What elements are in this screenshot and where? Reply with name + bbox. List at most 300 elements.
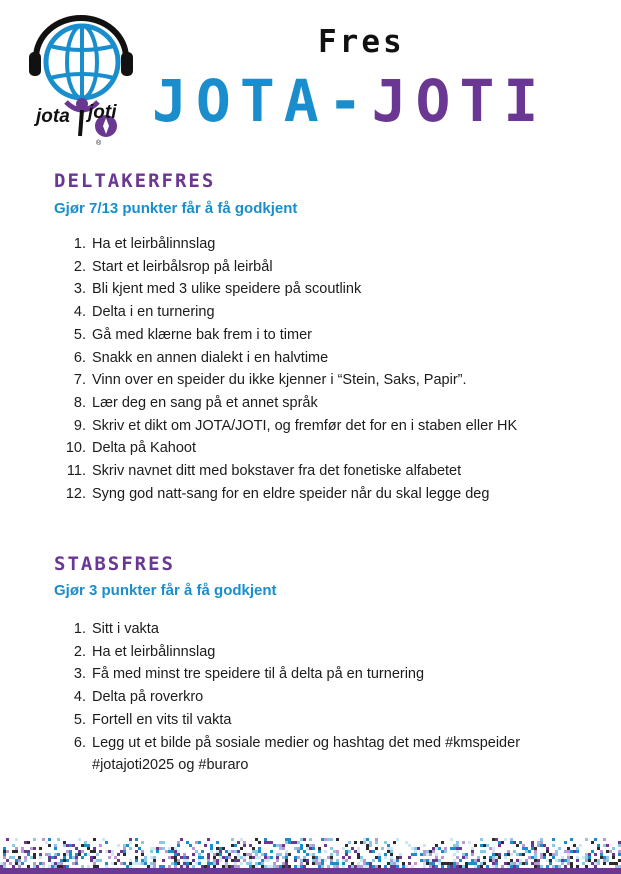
- footer-pixel: [162, 865, 165, 868]
- footer-pixel: [357, 865, 360, 868]
- footer-pixel: [237, 856, 240, 859]
- footer-pixel: [87, 853, 90, 856]
- footer-pixel: [12, 850, 15, 853]
- footer-pixel: [93, 838, 96, 841]
- footer-pixel: [399, 853, 402, 856]
- footer-pixel: [303, 850, 306, 853]
- footer-pixel: [492, 859, 495, 862]
- footer-pixel: [441, 865, 444, 868]
- footer-pixel: [264, 838, 267, 841]
- footer-pixel: [546, 865, 549, 868]
- footer-pixel: [603, 838, 606, 841]
- footer-pixel: [282, 862, 285, 865]
- footer-pixel: [129, 838, 132, 841]
- footer-pixel: [192, 859, 195, 862]
- footer-pixel: [30, 856, 33, 859]
- footer-pixel: [327, 865, 330, 868]
- footer-pixel: [414, 847, 417, 850]
- footer-pixel: [243, 841, 246, 844]
- footer-pixel: [180, 856, 183, 859]
- footer-pixel: [258, 847, 261, 850]
- footer-pixel: [432, 859, 435, 862]
- footer-pixel: [63, 859, 66, 862]
- footer-pixel: [177, 844, 180, 847]
- footer-pixel: [237, 859, 240, 862]
- footer-pixel: [453, 862, 456, 865]
- footer-pixel: [396, 859, 399, 862]
- footer-pixel: [402, 862, 405, 865]
- footer-pixel: [126, 865, 129, 868]
- footer-pixel: [393, 841, 396, 844]
- footer-pixel: [390, 865, 393, 868]
- footer-pixel: [357, 850, 360, 853]
- footer-pixel: [141, 862, 144, 865]
- footer-pixel: [204, 844, 207, 847]
- footer-pixel: [198, 859, 201, 862]
- footer-pixel: [84, 844, 87, 847]
- footer-pixel: [117, 844, 120, 847]
- footer-pixel: [63, 853, 66, 856]
- footer-pixel: [177, 859, 180, 862]
- footer-pixel: [480, 844, 483, 847]
- footer-pixel: [300, 847, 303, 850]
- footer-pixel: [555, 859, 558, 862]
- footer-pixel: [213, 865, 216, 868]
- footer-pixel: [144, 856, 147, 859]
- footer-pixel: [318, 865, 321, 868]
- footer-pixel: [201, 865, 204, 868]
- footer-pixel: [3, 856, 6, 859]
- footer-pixel: [588, 856, 591, 859]
- footer-pixel: [591, 850, 594, 853]
- footer-pixel: [384, 841, 387, 844]
- footer-pixel: [87, 844, 90, 847]
- footer-pixel: [288, 865, 291, 868]
- footer-pixel: [105, 865, 108, 868]
- footer-pixel: [234, 862, 237, 865]
- footer-pixel: [522, 847, 525, 850]
- footer-pixel: [354, 865, 357, 868]
- footer-pixel: [387, 862, 390, 865]
- footer-pixel: [216, 862, 219, 865]
- footer-pixel: [546, 850, 549, 853]
- footer-pixel: [150, 856, 153, 859]
- footer-pixel: [267, 841, 270, 844]
- footer-pixel: [54, 847, 57, 850]
- footer-pixel: [99, 859, 102, 862]
- footer-pixel: [489, 856, 492, 859]
- footer-pixel: [180, 865, 183, 868]
- footer-pixel: [357, 847, 360, 850]
- footer-pixel: [519, 853, 522, 856]
- footer-pixel: [15, 862, 18, 865]
- footer-pixel: [612, 853, 615, 856]
- footer-pixel: [336, 853, 339, 856]
- footer-pixel: [120, 850, 123, 853]
- footer-pixel: [225, 850, 228, 853]
- footer-pixel: [534, 865, 537, 868]
- footer-pixel: [63, 841, 66, 844]
- footer-pixel: [558, 865, 561, 868]
- footer-pixel: [423, 865, 426, 868]
- footer-pixel: [459, 847, 462, 850]
- footer-pixel: [348, 856, 351, 859]
- footer-pixel: [66, 865, 69, 868]
- footer-pixel: [540, 841, 543, 844]
- footer-pixel: [237, 841, 240, 844]
- footer-pixel: [153, 862, 156, 865]
- footer-pixel: [45, 841, 48, 844]
- footer-pixel: [564, 841, 567, 844]
- footer-pixel: [39, 862, 42, 865]
- footer-pixel: [306, 847, 309, 850]
- footer-pixel: [243, 859, 246, 862]
- footer-pixel: [519, 859, 522, 862]
- footer-pixel: [54, 853, 57, 856]
- footer-pixel: [504, 838, 507, 841]
- footer-pixel: [318, 862, 321, 865]
- footer-pixel: [198, 841, 201, 844]
- footer-pixel: [135, 850, 138, 853]
- footer-pixel: [540, 853, 543, 856]
- footer-pixel: [492, 838, 495, 841]
- footer-pixel: [459, 865, 462, 868]
- footer-pixel: [288, 838, 291, 841]
- footer-pixel: [435, 865, 438, 868]
- footer-pixel: [63, 844, 66, 847]
- footer-pixel: [270, 841, 273, 844]
- footer-pixel: [378, 856, 381, 859]
- footer-pixel: [159, 847, 162, 850]
- footer-pixel: [378, 859, 381, 862]
- footer-pixel: [570, 838, 573, 841]
- footer-pixel: [360, 859, 363, 862]
- footer-pixel: [537, 841, 540, 844]
- footer-pixel: [186, 862, 189, 865]
- footer-pixel: [591, 862, 594, 865]
- footer-pixel: [576, 850, 579, 853]
- footer-pixel: [405, 841, 408, 844]
- footer-pixel: [48, 838, 51, 841]
- footer-pixel: [489, 847, 492, 850]
- footer-pixel: [330, 853, 333, 856]
- footer-pixel: [555, 853, 558, 856]
- footer-pixel: [255, 838, 258, 841]
- footer-pixel: [318, 847, 321, 850]
- footer-pixel: [384, 856, 387, 859]
- footer-pixel: [18, 865, 21, 868]
- footer-pixel: [6, 850, 9, 853]
- footer-pixel: [534, 847, 537, 850]
- footer-pixel: [9, 862, 12, 865]
- footer-pixel: [210, 850, 213, 853]
- footer-pixel: [315, 862, 318, 865]
- footer-pixel: [279, 865, 282, 868]
- participant-list: [54, 233, 574, 505]
- footer-pixel: [57, 865, 60, 868]
- footer-pixel: [591, 841, 594, 844]
- footer-pixel: [462, 865, 465, 868]
- footer-pixel: [588, 853, 591, 856]
- footer-pixel: [456, 850, 459, 853]
- footer-pixel: [99, 844, 102, 847]
- footer-pixel: [285, 850, 288, 853]
- footer-pixel: [219, 847, 222, 850]
- footer-pixel: [108, 850, 111, 853]
- footer-pixel: [489, 859, 492, 862]
- footer-pixel: [288, 853, 291, 856]
- footer-pixel: [39, 853, 42, 856]
- footer-pixel: [174, 865, 177, 868]
- footer-pixel: [249, 859, 252, 862]
- footer-pixel: [450, 847, 453, 850]
- footer-pixel: [219, 859, 222, 862]
- footer-pixel: [261, 859, 264, 862]
- footer-pixel: [504, 853, 507, 856]
- footer-pixel: [63, 856, 66, 859]
- footer-pixel: [3, 862, 6, 865]
- footer-pixel: [285, 853, 288, 856]
- footer-pixel: [444, 862, 447, 865]
- footer-pixel: [18, 862, 21, 865]
- footer-pixel: [312, 844, 315, 847]
- footer-pixel: [66, 853, 69, 856]
- footer-pixel: [372, 865, 375, 868]
- footer-pixel: [369, 865, 372, 868]
- footer-pixel: [357, 853, 360, 856]
- footer-pixel: [585, 838, 588, 841]
- footer-pixel: [465, 862, 468, 865]
- footer-pixel: [216, 847, 219, 850]
- footer-pixel: [195, 862, 198, 865]
- footer-pixel: [306, 844, 309, 847]
- footer-pixel: [522, 853, 525, 856]
- footer-pixel: [255, 865, 258, 868]
- footer-pixel: [312, 859, 315, 862]
- footer-pixel: [33, 856, 36, 859]
- footer-pixel: [300, 838, 303, 841]
- footer-pixel: [420, 859, 423, 862]
- footer-pixel: [327, 838, 330, 841]
- footer-pixel: [525, 859, 528, 862]
- footer-pixel: [588, 859, 591, 862]
- list-item: 6. Snakk en annen dialekt i en halvtime: [73, 349, 329, 366]
- footer-pixel: [243, 844, 246, 847]
- footer-pixel: [459, 859, 462, 862]
- footer-pixel: [207, 865, 210, 868]
- footer-pixel: [585, 865, 588, 868]
- footer-pixel: [531, 856, 534, 859]
- footer-pixel: [426, 850, 429, 853]
- footer-pixel: [300, 865, 303, 868]
- footer-pixel: [267, 856, 270, 859]
- footer-pixel: [312, 847, 315, 850]
- footer-pixel: [261, 862, 264, 865]
- footer-pixel: [390, 850, 393, 853]
- footer-pixel: [393, 865, 396, 868]
- footer-pixel: [453, 853, 456, 856]
- footer-pixel: [297, 847, 300, 850]
- footer-pixel: [492, 856, 495, 859]
- footer-pixel: [375, 838, 378, 841]
- staff-heading: STABSFRES: [54, 553, 175, 575]
- footer-pixel: [3, 847, 6, 850]
- footer-pixel: [312, 862, 315, 865]
- pixel-pattern-footer: [0, 824, 621, 874]
- footer-pixel: [432, 847, 435, 850]
- footer-pixel: [456, 856, 459, 859]
- footer-pixel: [213, 859, 216, 862]
- footer-pixel: [237, 850, 240, 853]
- footer-pixel: [312, 856, 315, 859]
- footer-pixel: [177, 850, 180, 853]
- footer-pixel: [567, 853, 570, 856]
- list-item: 3. Bli kjent med 3 ulike speidere på scoutlink: [73, 281, 362, 298]
- footer-pixel: [171, 850, 174, 853]
- footer-pixel: [537, 865, 540, 868]
- footer-pixel: [294, 865, 297, 868]
- footer-pixel: [186, 865, 189, 868]
- footer-pixel: [450, 862, 453, 865]
- footer-pixel: [534, 862, 537, 865]
- list-item: 4. Delta i en turnering: [73, 304, 215, 321]
- footer-pixel: [123, 850, 126, 853]
- footer-pixel: [465, 853, 468, 856]
- footer-pixel: [609, 850, 612, 853]
- footer-pixel: [270, 856, 273, 859]
- footer-pixel: [114, 856, 117, 859]
- footer-pixel: [15, 850, 18, 853]
- footer-pixel: [264, 859, 267, 862]
- footer-pixel: [294, 841, 297, 844]
- footer-pixel: [561, 859, 564, 862]
- footer-pixel: [285, 856, 288, 859]
- footer-pixel: [462, 841, 465, 844]
- footer-pixel: [426, 862, 429, 865]
- footer-pixel: [159, 865, 162, 868]
- footer-pixel: [603, 859, 606, 862]
- footer-pixel: [264, 856, 267, 859]
- footer-pixel: [123, 847, 126, 850]
- footer-pixel: [612, 856, 615, 859]
- footer-pixel: [198, 853, 201, 856]
- footer-pixel: [522, 862, 525, 865]
- footer-pixel: [495, 838, 498, 841]
- footer-pixel: [441, 850, 444, 853]
- footer-pixel: [216, 853, 219, 856]
- footer-pixel: [252, 850, 255, 853]
- footer-pixel: [309, 853, 312, 856]
- footer-pixel: [150, 850, 153, 853]
- footer-pixel: [234, 859, 237, 862]
- list-item: 4. Delta på roverkro: [73, 689, 204, 706]
- footer-pixel: [342, 865, 345, 868]
- footer-pixel: [456, 841, 459, 844]
- footer-pixel: [84, 841, 87, 844]
- footer-pixel: [297, 841, 300, 844]
- footer-pixel: [315, 856, 318, 859]
- footer-pixel: [93, 856, 96, 859]
- footer-pixel: [246, 862, 249, 865]
- footer-pixel: [66, 859, 69, 862]
- footer-pixel: [3, 853, 6, 856]
- footer-pixel: [303, 859, 306, 862]
- footer-pixel: [294, 847, 297, 850]
- footer-pixel: [192, 847, 195, 850]
- footer-pixel: [219, 856, 222, 859]
- footer-pixel: [138, 862, 141, 865]
- title-jota-joti: [152, 67, 548, 135]
- footer-pixel: [102, 838, 105, 841]
- footer-pixel: [450, 838, 453, 841]
- list-item: 9. Skriv et dikt om JOTA/JOTI, og fremfør det for en i staben eller HK: [73, 417, 518, 434]
- footer-pixel: [300, 862, 303, 865]
- footer-pixel: [372, 850, 375, 853]
- footer-pixel: [396, 838, 399, 841]
- footer-pixel: [414, 853, 417, 856]
- footer-pixel: [186, 856, 189, 859]
- footer-pixel: [543, 856, 546, 859]
- footer-pixel: [471, 850, 474, 853]
- footer-pixel: [309, 844, 312, 847]
- footer-pixel: [249, 853, 252, 856]
- footer-pixel: [585, 859, 588, 862]
- footer-pixel: [135, 862, 138, 865]
- footer-pixel: [48, 853, 51, 856]
- footer-pixel: [144, 859, 147, 862]
- footer-pixel: [486, 844, 489, 847]
- footer-pixel: [375, 841, 378, 844]
- footer-pixel: [531, 844, 534, 847]
- footer-pixel: [330, 859, 333, 862]
- footer-pixel: [105, 862, 108, 865]
- footer-pixel: [99, 850, 102, 853]
- footer-pixel: [480, 865, 483, 868]
- footer-pixel: [279, 844, 282, 847]
- footer-pixel: [276, 856, 279, 859]
- footer-pixel: [9, 856, 12, 859]
- footer-pixel: [276, 859, 279, 862]
- footer-pixel: [129, 865, 132, 868]
- footer-pixel: [75, 862, 78, 865]
- footer-pixel: [123, 853, 126, 856]
- footer-pixel: [300, 859, 303, 862]
- footer-pixel: [321, 838, 324, 841]
- footer-pixel: [303, 838, 306, 841]
- footer-pixel: [282, 844, 285, 847]
- footer-pixel: [477, 865, 480, 868]
- footer-pixel: [474, 844, 477, 847]
- footer-pixel: [513, 841, 516, 844]
- footer-pixel: [309, 847, 312, 850]
- footer-pixel: [213, 853, 216, 856]
- logo-joti-text: joti: [88, 102, 117, 123]
- footer-pixel: [78, 838, 81, 841]
- footer-pixel: [456, 862, 459, 865]
- footer-pixel: [297, 850, 300, 853]
- footer-pixel: [123, 844, 126, 847]
- footer-pixel: [231, 865, 234, 868]
- footer-pixel: [51, 865, 54, 868]
- footer-pixel: [612, 847, 615, 850]
- footer-pixel: [495, 859, 498, 862]
- footer-pixel: [69, 853, 72, 856]
- footer-pixel: [162, 841, 165, 844]
- footer-pixel: [75, 859, 78, 862]
- footer-pixel: [336, 865, 339, 868]
- footer-pixel: [66, 844, 69, 847]
- title-joti: JOTI: [371, 67, 548, 135]
